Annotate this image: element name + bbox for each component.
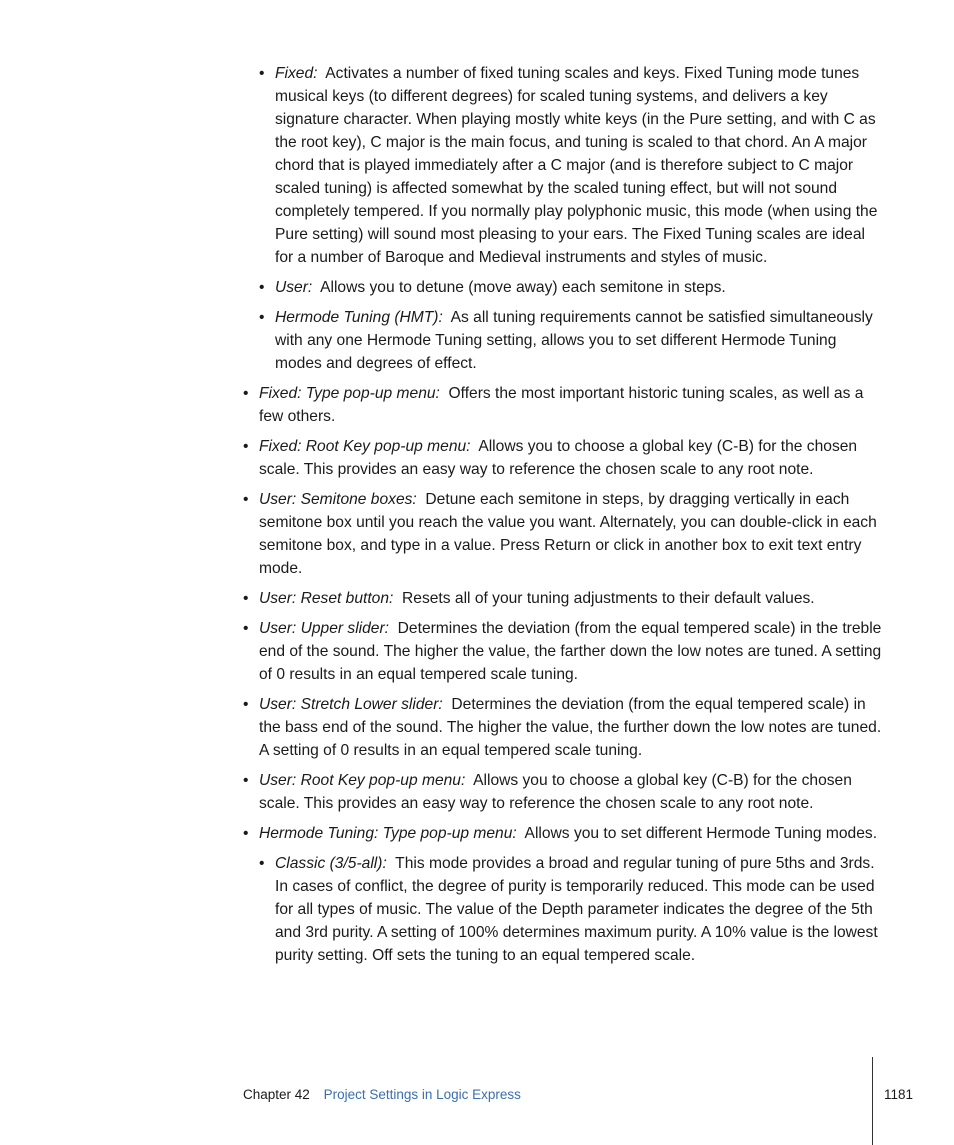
list-item-fixed bbox=[259, 62, 883, 269]
item-text: Allows you to set different Hermode Tuning modes. bbox=[524, 825, 878, 842]
item-text: As all tuning requirements cannot be satisfied simultaneously with any one Hermode Tuning setting, allows you to set different Hermode Tuning modes and degrees of effect. bbox=[275, 309, 873, 372]
bullet-dot: • bbox=[243, 825, 249, 842]
chapter-title-link[interactable]: Project Settings in Logic Express bbox=[323, 1087, 521, 1102]
bullet-dot: • bbox=[259, 855, 265, 872]
list-item-fixed-type-menu bbox=[243, 382, 883, 428]
footer-divider bbox=[872, 1057, 873, 1145]
list-item-user-root-key-menu bbox=[243, 769, 883, 815]
item-lead: User: Stretch Lower slider: bbox=[259, 696, 443, 713]
item-lead: Fixed: Root Key pop-up menu: bbox=[259, 438, 471, 455]
item-text: Detune each semitone in steps, by dragging vertically in each semitone box until you reach the value you want. Alternately, you can double-click in each semitone box, and type in a value. Press Return or click in another box to exit text entry mode. bbox=[259, 491, 877, 577]
item-lead: Fixed: Type pop-up menu: bbox=[259, 385, 440, 402]
bullet-dot: • bbox=[243, 772, 249, 789]
item-lead: Classic (3/5-all): bbox=[275, 855, 387, 872]
item-lead: User: Root Key pop-up menu: bbox=[259, 772, 466, 789]
document-body bbox=[243, 62, 883, 974]
list-item-user-semitone-boxes bbox=[243, 488, 883, 580]
item-lead: User: bbox=[275, 279, 313, 296]
bullet-dot: • bbox=[259, 65, 265, 82]
chapter-label: Chapter 42 bbox=[243, 1087, 310, 1102]
bullet-dot: • bbox=[259, 309, 265, 326]
page-footer bbox=[243, 1085, 521, 1105]
item-text: Resets all of your tuning adjustments to their default values. bbox=[402, 590, 815, 607]
bullet-dot: • bbox=[259, 279, 265, 296]
item-lead: Hermode Tuning: Type pop-up menu: bbox=[259, 825, 517, 842]
item-text: Allows you to choose a global key (C-B) for the chosen scale. This provides an easy way to reference the chosen scale to any root note. bbox=[259, 772, 852, 812]
bullet-dot: • bbox=[243, 590, 249, 607]
item-text: Activates a number of fixed tuning scales and keys. Fixed Tuning mode tunes musical keys (to different degrees) for scaled tuning systems, and delivers a key signature character. When playing mostly white keys (in the Pure setting, and with C as the root key), C major is the main focus, and tuning is scaled to that chord. An A major chord that is played immediately after a C major (and is therefore subject to C major scaled tuning) is affected somewhat by the scaled tuning effect, but will not sound completely tempered. If you normally play polyphonic music, this mode (when using the Pure setting) will sound most pleasing to your ears. The Fixed Tuning scales are ideal for a number of Baroque and Medieval instruments and styles of music. bbox=[275, 65, 878, 266]
item-lead: User: Semitone boxes: bbox=[259, 491, 417, 508]
item-text: This mode provides a broad and regular tuning of pure 5ths and 3rds. In cases of conflict, the degree of purity is temporarily reduced. This mode can be used for all types of music. The value of the Depth parameter indicates the degree of the 5th and 3rd purity. A setting of 100% determines maximum purity. A 10% value is the lowest purity setting. Off sets the tuning to an equal tempered scale. bbox=[275, 855, 878, 964]
list-item-hermode-tuning bbox=[259, 306, 883, 375]
item-text: Determines the deviation (from the equal tempered scale) in the bass end of the sound. The higher the value, the further down the low notes are tuned. A setting of 0 results in an equal tempered scale tuning. bbox=[259, 696, 882, 759]
bullet-dot: • bbox=[243, 491, 249, 508]
item-text: Determines the deviation (from the equal tempered scale) in the treble end of the sound. The higher the value, the farther down the low notes are tuned. A setting of 0 results in an equal tempered scale tuning. bbox=[259, 620, 882, 683]
bullet-dot: • bbox=[243, 385, 249, 402]
page-number: 1181 bbox=[884, 1087, 914, 1102]
bullet-dot: • bbox=[243, 696, 249, 713]
item-lead: Fixed: bbox=[275, 65, 318, 82]
item-lead: Hermode Tuning (HMT): bbox=[275, 309, 443, 326]
list-item-classic-mode bbox=[259, 852, 883, 967]
item-lead: User: Upper slider: bbox=[259, 620, 389, 637]
bullet-dot: • bbox=[243, 438, 249, 455]
list-item-hermode-type-menu bbox=[243, 822, 883, 845]
list-item-user-upper-slider bbox=[243, 617, 883, 686]
item-text: Allows you to choose a global key (C-B) for the chosen scale. This provides an easy way to reference the chosen scale to any root note. bbox=[259, 438, 858, 478]
list-item-user bbox=[259, 276, 883, 299]
list-item-user-reset-button bbox=[243, 587, 883, 610]
item-text: Allows you to detune (move away) each semitone in steps. bbox=[320, 279, 726, 296]
item-lead: User: Reset button: bbox=[259, 590, 394, 607]
bullet-dot: • bbox=[243, 620, 249, 637]
list-item-user-stretch-lower-slider bbox=[243, 693, 883, 762]
list-item-fixed-root-key-menu bbox=[243, 435, 883, 481]
item-text: Offers the most important historic tuning scales, as well as a few others. bbox=[259, 385, 864, 425]
